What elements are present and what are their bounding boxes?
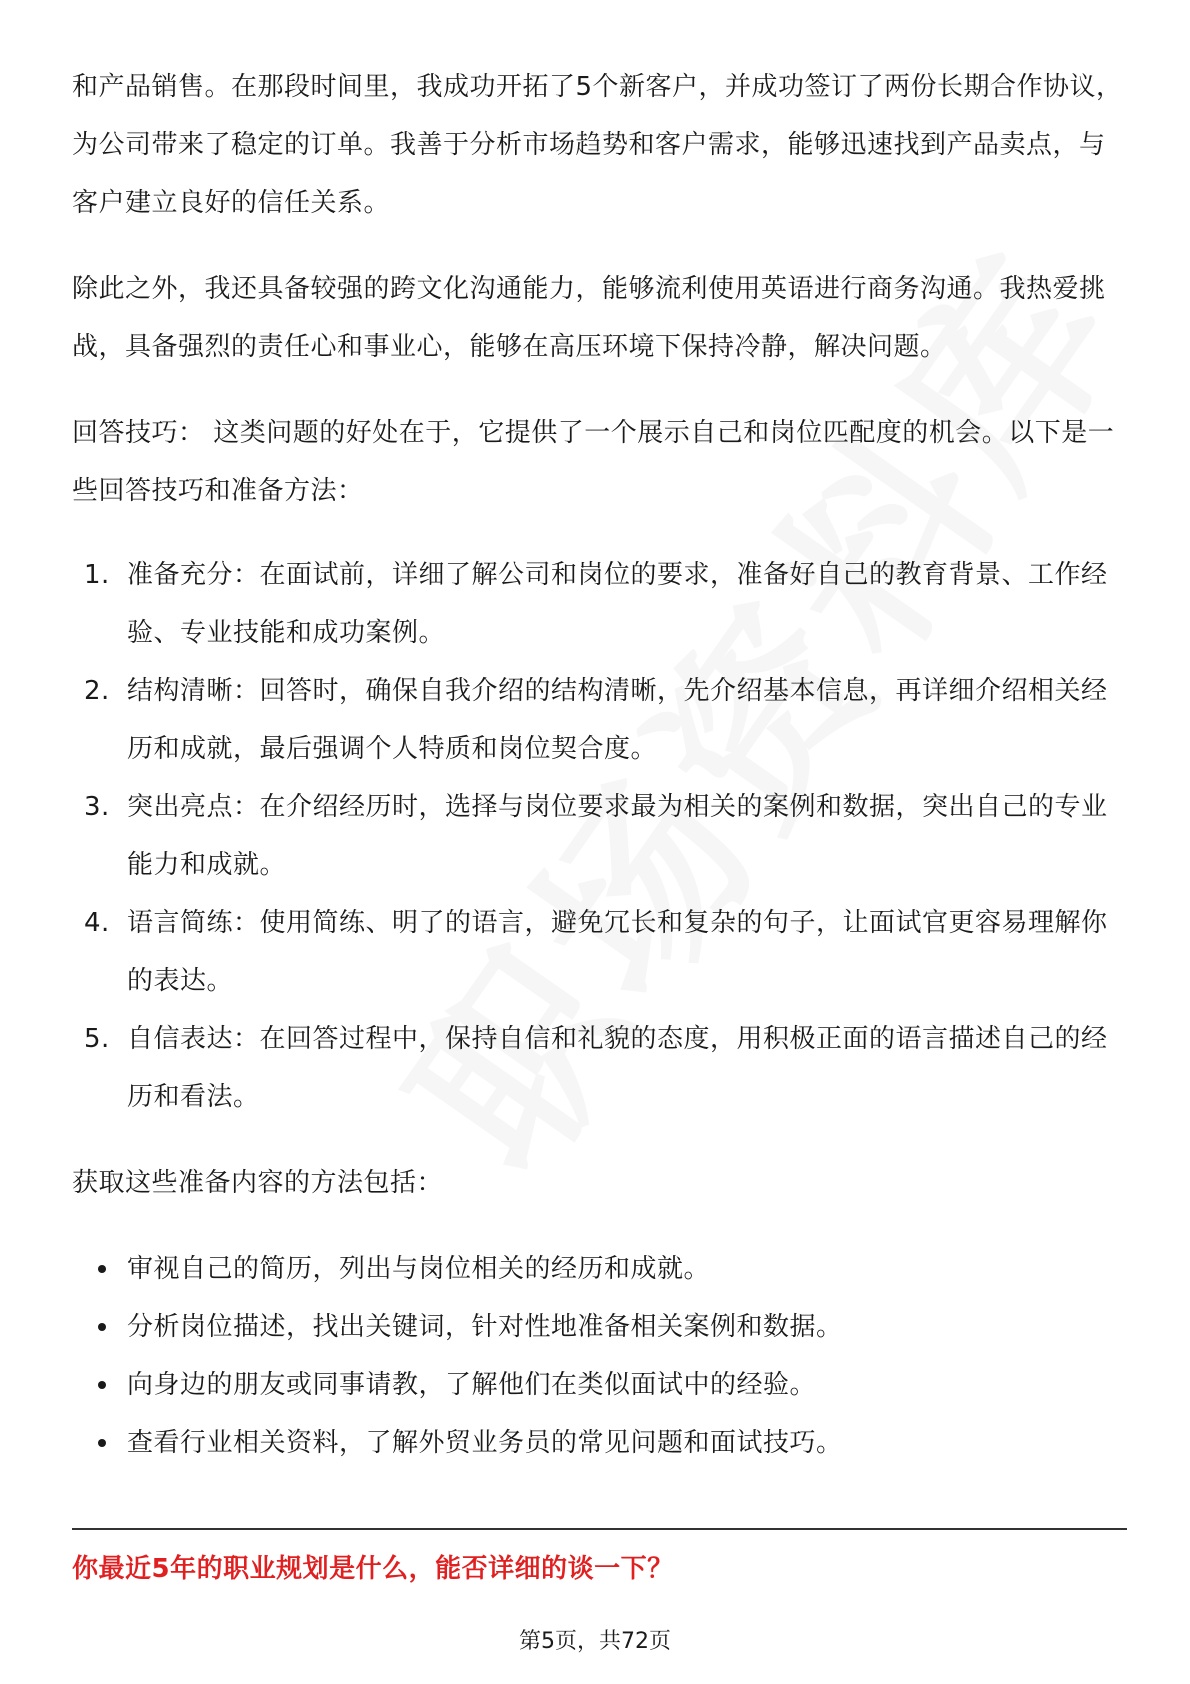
list-number: 5.	[84, 1024, 110, 1054]
list-item-text: 准备充分：在面试前，详细了解公司和岗位的要求，准备好自己的教育背景、工作经验、专业技能和成功案例。	[127, 560, 1108, 648]
list-number: 1.	[84, 560, 110, 590]
list-number: 4.	[84, 908, 110, 938]
list-item-text: 自信表达：在回答过程中，保持自信和礼貌的态度，用积极正面的语言描述自己的经历和看法。	[127, 1024, 1108, 1112]
next-question-heading: 你最近5年的职业规划是什么，能否详细的谈一下？	[72, 1554, 674, 1584]
list-item	[72, 894, 1127, 1010]
numbered-list	[72, 546, 1127, 1126]
bullet-item	[72, 1356, 1127, 1414]
list-number: 3.	[84, 792, 110, 822]
paragraph-answer-tips: 回答技巧： 这类问题的好处在于，它提供了一个展示自己和岗位匹配度的机会。以下是一些回答技巧和准备方法：	[72, 418, 1115, 506]
paragraph-skills: 除此之外，我还具备较强的跨文化沟通能力，能够流利使用英语进行商务沟通。我热爱挑战，具备强烈的责任心和事业心，能够在高压环境下保持冷静，解决问题。	[72, 274, 1106, 362]
paragraph-methods-intro: 获取这些准备内容的方法包括：	[72, 1168, 444, 1198]
bullet-dot-icon	[98, 1381, 106, 1389]
section-divider	[72, 1528, 1127, 1530]
list-item	[72, 662, 1127, 778]
paragraph-intro: 和产品销售。在那段时间里，我成功开拓了5个新客户，并成功签订了两份长期合作协议，为公司带来了稳定的订单。我善于分析市场趋势和客户需求，能够迅速找到产品卖点，与客户建立良好的信任关系。	[72, 72, 1123, 218]
list-item-text: 结构清晰：回答时，确保自我介绍的结构清晰，先介绍基本信息，再详细介绍相关经历和成就，最后强调个人特质和岗位契合度。	[127, 676, 1108, 764]
bullet-dot-icon	[98, 1323, 106, 1331]
page-number-footer: 第5页，共72页	[519, 1629, 671, 1654]
list-item	[72, 546, 1127, 662]
bullet-list	[72, 1240, 1127, 1472]
bullet-item-text: 向身边的朋友或同事请教，了解他们在类似面试中的经验。	[127, 1370, 817, 1400]
list-item-text: 突出亮点：在介绍经历时，选择与岗位要求最为相关的案例和数据，突出自己的专业能力和成就。	[127, 792, 1108, 880]
bullet-item-text: 查看行业相关资料，了解外贸业务员的常见问题和面试技巧。	[127, 1428, 843, 1458]
bullet-dot-icon	[98, 1265, 106, 1273]
bullet-item	[72, 1298, 1127, 1356]
list-item	[72, 1010, 1127, 1126]
bullet-item	[72, 1414, 1127, 1472]
bullet-item-text: 分析岗位描述，找出关键词，针对性地准备相关案例和数据。	[127, 1312, 843, 1342]
list-item	[72, 778, 1127, 894]
list-item-text: 语言简练：使用简练、明了的语言，避免冗长和复杂的句子，让面试官更容易理解你的表达。	[127, 908, 1108, 996]
bullet-dot-icon	[98, 1439, 106, 1447]
bullet-item	[72, 1240, 1127, 1298]
list-number: 2.	[84, 676, 110, 706]
bullet-item-text: 审视自己的简历，列出与岗位相关的经历和成就。	[127, 1254, 711, 1284]
document-body	[72, 58, 1127, 1512]
